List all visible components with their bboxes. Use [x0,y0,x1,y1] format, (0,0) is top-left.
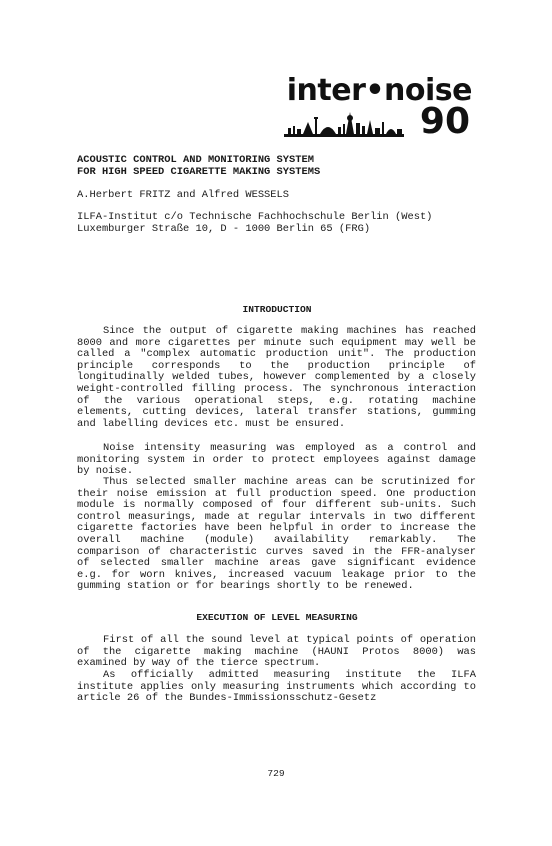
introduction-paragraph-2: Noise intensity measuring was employed as a control and monitoring system in order to protect employees against damage by noise. [77,442,476,478]
paper-title-line-2: FOR HIGH SPEED CIGARETTE MAKING SYSTEMS [77,166,321,178]
affiliation-line-2: Luxemburger Straße 10, D - 1000 Berlin 65 (FRG) [77,223,371,235]
page-number: 729 [267,768,285,779]
paper-title-line-1: ACOUSTIC CONTROL AND MONITORING SYSTEM [77,154,314,166]
berlin-skyline-icon [284,108,404,138]
introduction-paragraph-3: Thus selected smaller machine areas can be scrutinized for their noise emission at full production speed. One production module is normally composed of four different sub-units. Such control measurings, made at regular intervals in two different cigarette factories have been helpful in order to increase the overall machine (module) availability remarkably. The comparison of characteristic curves saved in the FFR-analyser of selected smaller machine areas gave significant evidence e.g. for worn knives, increased vacuum leakage prior to the gumming station or for bearings shortly to be renewed. [77,476,476,593]
authors: A.Herbert FRITZ and Alfred WESSELS [77,189,290,201]
logo-title: inter•noise [286,73,472,108]
introduction-paragraph-1: Since the output of cigarette making machines has reached 8000 and more cigarettes per minute such equipment may well be called a "complex automatic production unit". The production principle corresponds to the production principle of longitudinally welded tubes, however complemented by a closely weight-controlled filling process. The synchronous interaction of the various operational steps, e.g. rotating machine elements, cutting devices, lateral transfer stations, gumming and labelling devices etc. must be ensured. [77,325,476,430]
logo-year: 90 [419,101,470,142]
execution-paragraph-2: As officially admitted measuring institute the ILFA institute applies only measuring instruments which according to article 26 of the Bundes-Immissionsschutz-Gesetz [77,669,476,705]
execution-heading: EXECUTION OF LEVEL MEASURING [196,612,358,623]
affiliation-line-1: ILFA-Institut c/o Technische Fachhochschule Berlin (West) [77,211,433,223]
inter-noise-90-logo [284,74,472,140]
execution-paragraph-1: First of all the sound level at typical points of operation of the cigarette making machine (HAUNI Protos 8000) was examined by way of the tierce spectrum. [77,634,476,670]
introduction-heading: INTRODUCTION [242,304,312,315]
